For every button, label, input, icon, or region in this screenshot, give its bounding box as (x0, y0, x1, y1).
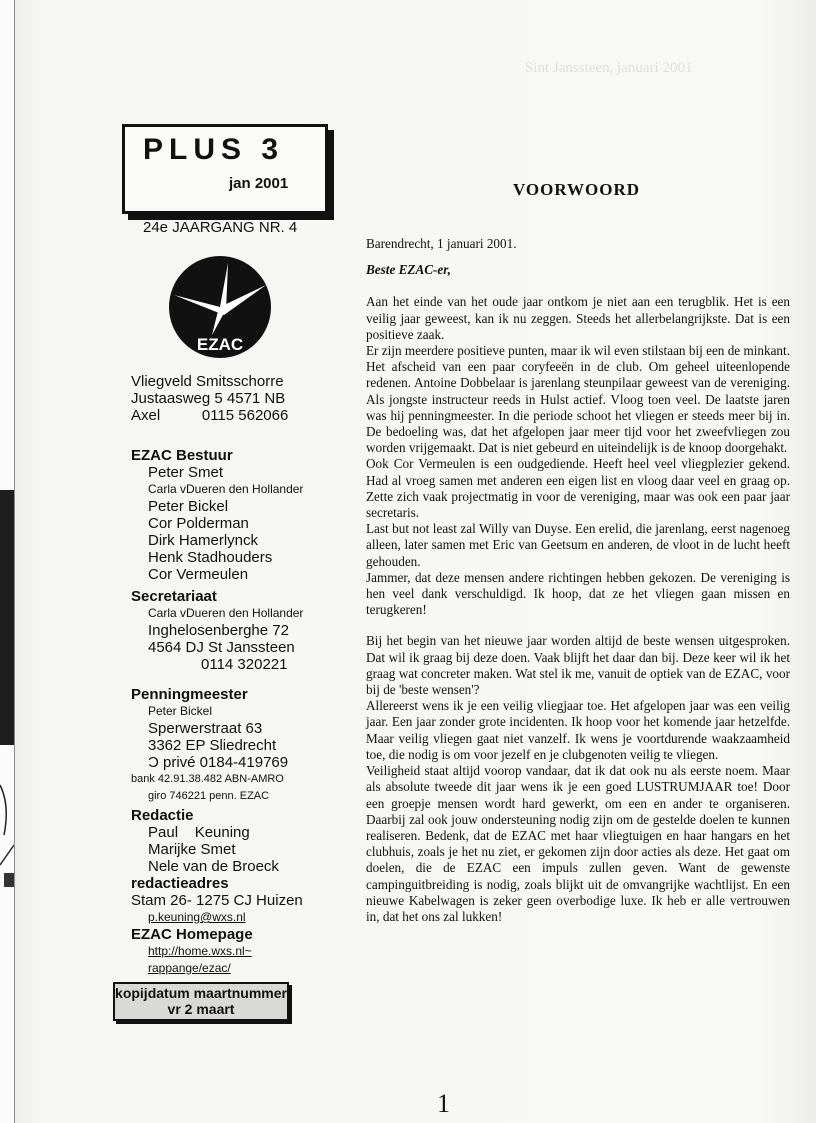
homepage-url[interactable] (131, 943, 303, 960)
bestuur-member: Cor Vermeulen (148, 566, 249, 583)
redactieadres-address: Stam 26- 1275 CJ Huizen (131, 892, 303, 909)
redactieadres-email[interactable] (131, 909, 303, 926)
article-paragraph: Bij het begin van het nieuwe jaar worden altijd de beste wensen uitgesproken. Dat wil ik graag bij deze doen. Vaak blijft het daar dan bij. Deze keer wil ik het graag wat concreter maken. Wat stel ik me, vanuit de optiek van de EZAC, voor bij de 'beste wensen'? (366, 633, 790, 698)
bestuur-member: Dirk Hamerlynck (148, 532, 259, 549)
bestuur-member: Cor Polderman (148, 515, 249, 532)
secretariaat-section (131, 588, 303, 673)
binding-sketch-image (0, 745, 14, 935)
secretariaat-line: 4564 DJ St Janssteen (148, 639, 295, 656)
homepage-link[interactable]: rappange/ezac/ (148, 961, 231, 975)
email-link[interactable]: p.keuning@wxs.nl (148, 910, 246, 924)
volume-number: 24e JAARGANG NR. 4 (143, 219, 298, 236)
article-paragraph: Ook Cor Vermeulen is een oudgediende. Heeft heel veel vliegplezier gekend. Had al vroeg samen met anderen een eigen list en vloog daar veel en graag op. Zette zich vaak projectmatig in voor de vereniging, maar was ook een paar jaar secretaris. (366, 456, 790, 521)
article-paragraph: Veiligheid staat altijd voorop vandaar, dat ik dat ook nu als eerste noem. Maar als absolute tweede dit jaar wens ik je een goed LUSTRUMJAAR toe! Door een groepje mensen wordt hard gewerkt, om een en ander te organiseren. Daarbij zal ook jouw ondersteuning nodig zijn om de gestelde doelen te kunnen realiseren. Bedenk, dat de EZAC met haar vliegtuigen en haar hangars en het clubhuis, zoals je het nu ziet, er gekomen zijn door acties als deze. Het gaat om doelen, die de EZAC een impuls zullen geven. Want de gewenste campinguitbreiding is nodig, zoals blijkt uit de omvangrijke wachtlijst. En een nieuwe Kabelwagen is zeker geen overbodige luxe. Ik heb er alle vertrouwen in, dat het ons zal lukken! (366, 763, 790, 924)
redactie-member: Paul Keuning (148, 824, 250, 841)
penningmeester-line: Sperwerstraat 63 (148, 720, 263, 737)
magazine-title: PLUS 3 (143, 133, 285, 166)
article-body (366, 236, 790, 925)
kopij-deadline-box (113, 982, 289, 1021)
bestuur-member: Peter Bickel (148, 498, 229, 515)
penningmeester-section (131, 686, 288, 805)
secretariaat-heading: Secretariaat (131, 588, 217, 605)
homepage-url[interactable] (131, 960, 303, 977)
binding-dark-area (0, 490, 14, 745)
issue-date: jan 2001 (229, 175, 289, 192)
penningmeester-giro: giro 746221 penn. EZAC (148, 790, 270, 802)
redactie-section (131, 807, 303, 977)
address-line: Axel 0115 562066 (131, 407, 289, 424)
address-line: Justaasweg 5 4571 NB (131, 390, 286, 407)
redactie-member: Marijke Smet (148, 841, 236, 858)
penningmeester-line: Ɔ privé 0184-419769 (148, 754, 289, 771)
homepage-link[interactable]: http://home.wxs.nl~ (148, 944, 252, 958)
penningmeester-heading: Penningmeester (131, 686, 248, 703)
article-paragraph: Jammer, dat deze mensen andere richtingen hebben gekozen. De vereniging is hen veel dank verschuldigd. Ik hoop, dat ze het vliegen gaan missen en terugkeren! (366, 569, 790, 618)
redactie-heading: Redactie (131, 807, 194, 824)
article-paragraph: Allereerst wens ik je een veilig vliegjaar toe. Het afgelopen jaar was een veilig jaar. Een jaar zonder grote incidenten. Ik hoop voor het komende jaar hetzelfde. Maar veilig vliegen gaat niet vanzelf. Ik wens je voortdurende waakzaamheid toe, die nodig is om voor jezelf en je clubgenoten veilig te vliegen. (366, 698, 790, 762)
kopij-line: kopijdatum maartnummer (115, 985, 287, 1001)
club-address (131, 373, 288, 424)
article-paragraph: Aan het einde van het oude jaar ontkom je niet aan een terugblik. Het is een veilig jaar geweest, kan ik nu zeggen. Steeds het allerbelangrijkste. Dat is een positieve zaak. (366, 294, 790, 342)
penningmeester-line: 3362 EP Sliedrecht (148, 737, 277, 754)
redactie-member: Nele van de Broeck (148, 858, 279, 875)
logo-text: EZAC (196, 335, 244, 354)
kopij-date: vr 2 maart (167, 1001, 235, 1017)
secretariaat-phone: 0114 320221 (201, 656, 288, 673)
secretariaat-line: Carla vDueren den Hollander (148, 606, 304, 620)
ezac-logo (168, 255, 272, 359)
address-line: Vliegveld Smitsschorre (131, 373, 284, 390)
bestuur-member: Henk Stadhouders (148, 549, 273, 566)
redactieadres-heading: redactieadres (131, 875, 229, 892)
article-salutation: Beste EZAC-er, (366, 262, 451, 278)
page-number: 1 (437, 1089, 450, 1118)
title-box (122, 124, 328, 214)
article-paragraph: Er zijn meerdere positieve punten, maar ik wil even stilstaan bij een de minkant. Het afscheid van een paar coryfeeën in de club. Om geheel uiteenlopende redenen. Antoine Dobbelaar is jarenlang steunpilaar geweest van de vereniging. Als jongste instructeur reeds in Hulst actief. Vloog toen veel. De laatste jaren was hij penningmeester. In die periode schoot het vliegen er steeds meer bij in. De bedoeling was, dat het afgelopen jaar meer tijd voor het zweefvliegen zou worden vrijgemaakt. Dat is niet gebeurd en uiteindelijk is de knoop doorgehakt. (366, 343, 790, 456)
article-dateline: Barendrecht, 1 januari 2001. (366, 236, 517, 251)
bestuur-heading: EZAC Bestuur (131, 447, 233, 464)
penningmeester-bank: bank 42.91.38.482 ABN-AMRO (131, 773, 284, 785)
penningmeester-line: Peter Bickel (148, 704, 213, 718)
secretariaat-line: Inghelosenberghe 72 (148, 622, 289, 639)
bestuur-section (131, 447, 303, 583)
article-paragraph: Last but not least zal Willy van Duyse. Een erelid, die jarenlang, eerst nagenoeg alleen, later samen met Eric van Geetsum en anderen, de vloot in de lucht heeft gehouden. (366, 521, 790, 569)
bleed-through-text: Sint Janssteen, januari 2001 (525, 60, 693, 76)
article-heading: VOORWOORD (513, 180, 641, 199)
bestuur-member: Carla vDueren den Hollander (148, 482, 304, 496)
bestuur-member: Peter Smet (148, 464, 224, 481)
homepage-heading: EZAC Homepage (131, 926, 253, 943)
